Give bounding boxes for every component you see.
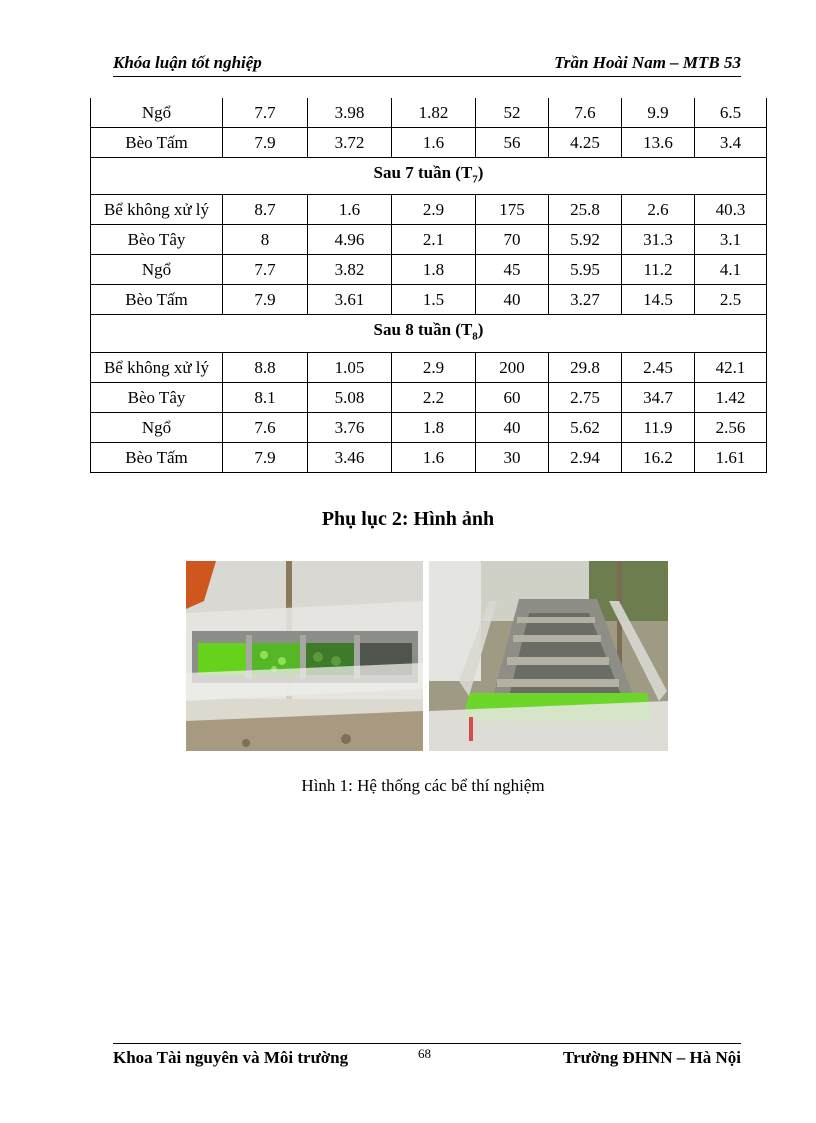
table-cell: 3.1 [695,225,767,255]
table-cell: 1.6 [392,128,476,158]
table-row [91,412,767,442]
page-number: 68 [418,1046,431,1061]
table-cell: 40 [476,412,549,442]
section-label: Sau 7 tuần (T [373,163,473,182]
table-cell: 2.45 [622,352,695,382]
table-cell: 6.5 [695,98,767,128]
table-cell: Bèo Tấm [91,285,223,315]
table-cell: 29.8 [549,352,622,382]
results-table [90,98,767,473]
table-cell: 1.6 [308,195,392,225]
header-author: Trần Hoài Nam – MTB 53 [554,53,741,72]
table-cell: 8.1 [223,382,308,412]
table-cell: 1.42 [695,382,767,412]
section-close: ) [477,320,484,340]
section-close: ) [477,163,484,182]
table-cell: Ngổ [91,412,223,442]
table-row [91,255,767,285]
table-cell: 16.2 [622,442,695,472]
table-cell: 200 [476,352,549,382]
table-cell: 34.7 [622,382,695,412]
table-cell: 9.9 [622,98,695,128]
table-cell: 52 [476,98,549,128]
footer-university: Trường ĐHNN – Hà Nội [563,1048,741,1067]
table-cell: 5.62 [549,412,622,442]
table-cell: 25.8 [549,195,622,225]
table-cell: 3.4 [695,128,767,158]
table-cell: 14.5 [622,285,695,315]
table-cell: 3.72 [308,128,392,158]
table-cell: 2.2 [392,382,476,412]
tank-photo-side-view [186,561,423,751]
table-row [91,225,767,255]
table-cell: Bèo Tấm [91,442,223,472]
table-cell: 1.8 [392,412,476,442]
table-cell: 2.75 [549,382,622,412]
table-cell: 1.05 [308,352,392,382]
table-cell: Bèo Tấm [91,128,223,158]
tank-photo-perspective-view [429,561,668,751]
table-row [91,382,767,412]
header-thesis-label: Khóa luận tốt nghiệp [113,53,262,72]
section-subscript: 7 [472,173,478,186]
table-row [91,195,767,225]
table-cell: 7.9 [223,128,308,158]
table-cell: 7.6 [223,412,308,442]
table-cell: 31.3 [622,225,695,255]
table-cell: 1.61 [695,442,767,472]
table-cell: 2.9 [392,195,476,225]
table-cell: 4.25 [549,128,622,158]
table-cell: 7.9 [223,442,308,472]
table-cell: 2.56 [695,412,767,442]
table-row [91,98,767,128]
table-cell: 70 [476,225,549,255]
table-row [91,128,767,158]
table-cell: 56 [476,128,549,158]
table-cell: 11.9 [622,412,695,442]
section-row-week-7 [91,158,767,195]
table-cell: Bể không xử lý [91,352,223,382]
footer-faculty: Khoa Tài nguyên và Môi trường [113,1048,349,1067]
table-cell: 3.76 [308,412,392,442]
section-label: Sau 8 tuần (T [373,320,473,340]
page-footer [113,1043,741,1074]
table-cell: 7.7 [223,255,308,285]
table-cell: Ngổ [91,98,223,128]
table-cell: 175 [476,195,549,225]
table-cell: Ngổ [91,255,223,285]
figure-caption: Hình 1: Hệ thống các bể thí nghiệm [301,776,545,795]
table-cell: 7.9 [223,285,308,315]
table-cell: 5.92 [549,225,622,255]
table-cell: 8.8 [223,352,308,382]
table-cell: 3.82 [308,255,392,285]
table-row [91,442,767,472]
table-cell: 3.46 [308,442,392,472]
table-cell: 3.61 [308,285,392,315]
table-cell: 2.1 [392,225,476,255]
table-cell: 40.3 [695,195,767,225]
section-heading [91,158,767,195]
table-cell: Bèo Tây [91,225,223,255]
table-cell: 40 [476,285,549,315]
table-cell: 5.08 [308,382,392,412]
table-cell: Bể không xử lý [91,195,223,225]
table-cell: 4.96 [308,225,392,255]
table-cell: 7.6 [549,98,622,128]
table-cell: 42.1 [695,352,767,382]
table-cell: 4.1 [695,255,767,285]
table-cell: 2.5 [695,285,767,315]
table-cell: 2.9 [392,352,476,382]
table-cell: 2.6 [622,195,695,225]
table-cell: 30 [476,442,549,472]
section-heading [91,315,767,352]
table-cell: 3.98 [308,98,392,128]
table-cell: 8 [223,225,308,255]
page-header [113,52,741,77]
section-subscript: 8 [472,330,478,343]
table-row [91,285,767,315]
table-cell: 45 [476,255,549,285]
table-cell: 3.27 [549,285,622,315]
table-row [91,352,767,382]
table-cell: 2.94 [549,442,622,472]
table-cell: 1.5 [392,285,476,315]
appendix-title: Phụ lục 2: Hình ảnh [321,508,495,530]
table-cell: 1.6 [392,442,476,472]
table-cell: 1.8 [392,255,476,285]
table-cell: 1.82 [392,98,476,128]
table-cell: Bèo Tây [91,382,223,412]
table-cell: 5.95 [549,255,622,285]
table-cell: 7.7 [223,98,308,128]
table-cell: 13.6 [622,128,695,158]
section-row-week-8 [91,315,767,352]
table-cell: 60 [476,382,549,412]
table-cell: 8.7 [223,195,308,225]
table-cell: 11.2 [622,255,695,285]
